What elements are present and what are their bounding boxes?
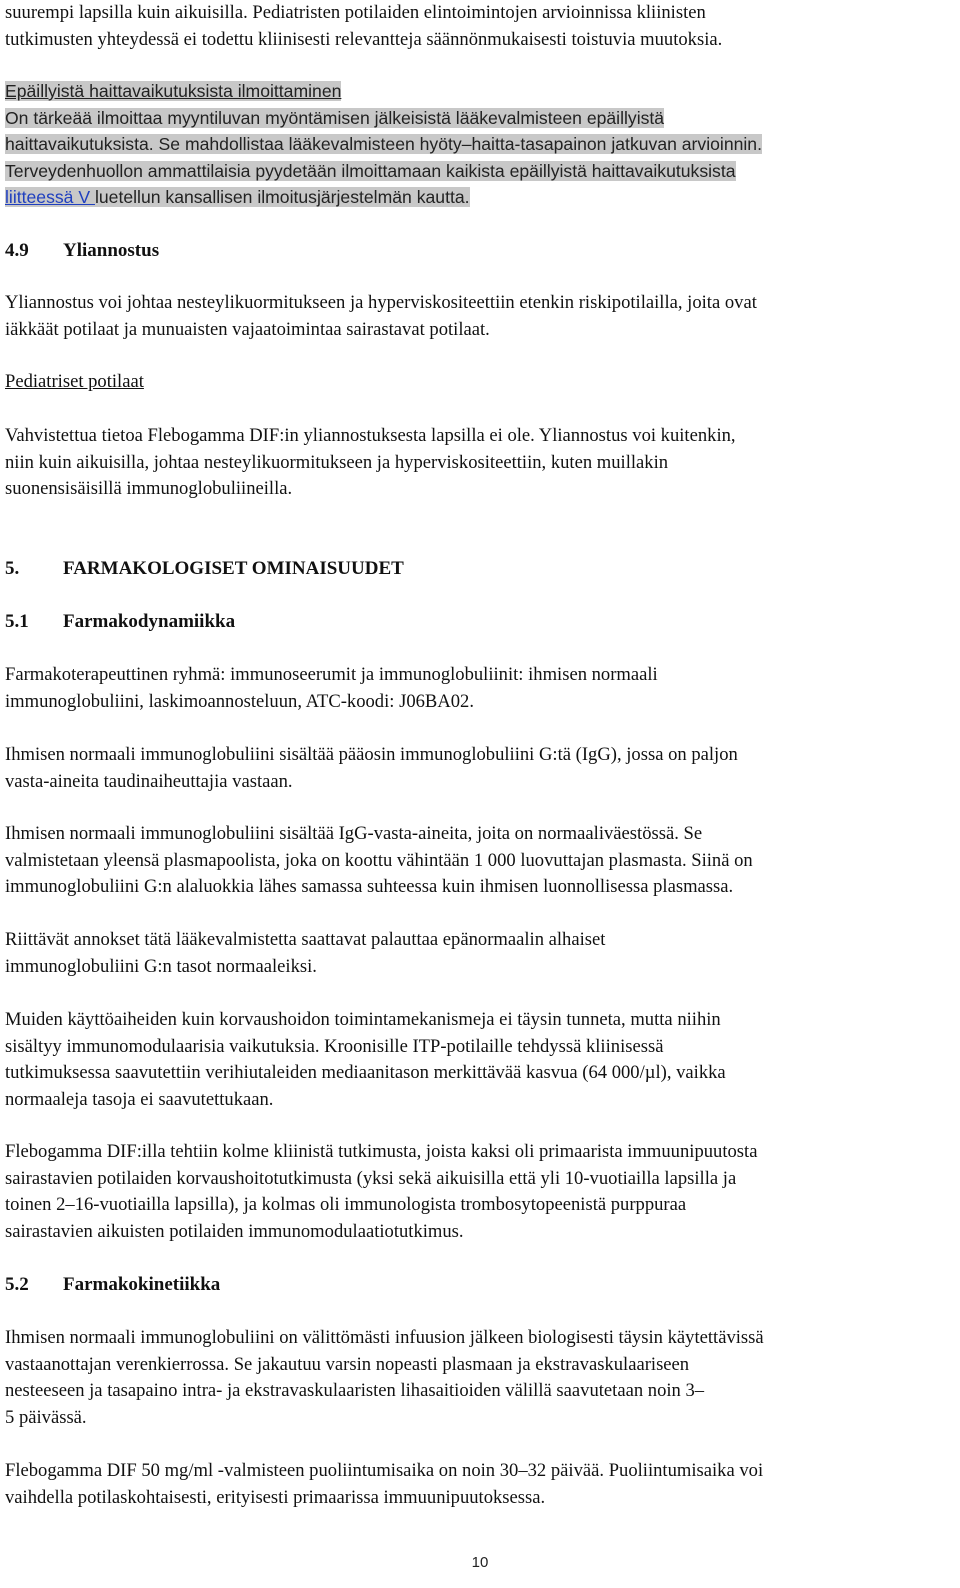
paragraph-line: nesteeseen ja tasapaino intra- ja ekstravaskulaaristen lihasaitioiden välillä saavutetaan noin 3– <box>5 1380 705 1401</box>
paragraph-line: iäkkäät potilaat ja munuaisten vajaatoimintaa sairastavat potilaat. <box>5 318 490 340</box>
paragraph-line: niin kuin aikuisilla, johtaa nesteylikuormitukseen ja hyperviskositeettiin, kuten muillakin <box>5 451 669 473</box>
paragraph-line: immunoglobuliini G:n tasot normaaleiksi. <box>5 955 317 977</box>
paragraph-line: Flebogamma DIF 50 mg/ml -valmisteen puoliintumisaika on noin 30–32 päivää. Puoliintumisaika voi <box>5 1460 764 1481</box>
page-number: 10 <box>471 1554 489 1571</box>
paragraph-line: sisältyy immunomodulaarisia vaikutuksia. Kroonisille ITP-potilaille tehdyssä kliinisessä <box>5 1035 664 1057</box>
pharmacodynamics-para-1 <box>5 662 950 715</box>
paragraph-line: valmistetaan yleensä plasmapoolista, joka on koottu vähintään 1 000 luovuttajan plasmasta. Siinä on <box>5 849 753 871</box>
section-4-9-heading <box>5 238 159 264</box>
paragraph-line: 5 päivässä. <box>5 1406 87 1428</box>
intro-line: tutkimusten yhteydessä ei todettu kliinisesti relevantteja säännönmukaisesti toistuvia muutoksia. <box>5 28 723 50</box>
intro-paragraph <box>5 0 950 53</box>
adr-line-rest: luetellun kansallisen ilmoitusjärjestelmän kautta. <box>94 187 470 207</box>
paragraph-line: vasta-aineita taudinaiheuttajia vastaan. <box>5 770 293 792</box>
paragraph-line: vaihdella potilaskohtaisesti, erityisesti primaarissa immuunipuutoksessa. <box>5 1486 546 1508</box>
adr-line: Terveydenhuollon ammattilaisia pyydetään ilmoittamaan kaikista epäillyistä haittavaikutuksista <box>5 160 736 181</box>
section-title: Farmakokinetiikka <box>63 1274 221 1295</box>
adr-line: On tärkeää ilmoittaa myyntiluvan myöntämisen jälkeisistä lääkevalmisteen epäillyistä <box>5 107 665 128</box>
pharmacodynamics-para-3 <box>5 821 950 901</box>
section-title: FARMAKOLOGISET OMINAISUUDET <box>63 558 404 579</box>
paragraph-line: tutkimuksessa saavutettiin verihiutaleiden mediaanitason merkittävää kasvua (64 000/µl), vaikka <box>5 1062 726 1083</box>
pharmacokinetics-para-1 <box>5 1325 950 1431</box>
paragraph-line: Muiden käyttöaiheiden kuin korvaushoidon toimintamekanismeja ei täysin tunneta, mutta niihin <box>5 1009 721 1030</box>
paragraph-line: sairastavien potilaiden korvaushoitotutkimusta (yksi sekä aikuisilla että yli 10-vuotiailla lapsilla ja <box>5 1167 737 1189</box>
paragraph-line: Ihmisen normaali immunoglobuliini sisältää pääosin immunoglobuliini G:tä (IgG), jossa on paljon <box>5 744 738 765</box>
adr-reporting-title: Epäillyistä haittavaikutuksista ilmoittaminen <box>5 81 342 101</box>
pediatric-subheading: Pediatriset potilaat <box>5 371 144 392</box>
paragraph-line: Farmakoterapeuttinen ryhmä: immunoseerumit ja immunoglobuliinit: ihmisen normaali <box>5 664 658 685</box>
section-number: 5.2 <box>5 1274 29 1295</box>
paragraph-line: normaaleja tasoja ei saavutettukaan. <box>5 1088 274 1110</box>
section-5-heading <box>5 556 404 582</box>
section-number: 5.1 <box>5 611 29 632</box>
pharmacodynamics-para-5 <box>5 1007 950 1113</box>
pediatric-paragraph <box>5 423 950 503</box>
section-title: Yliannostus <box>63 240 160 261</box>
pharmacodynamics-para-2 <box>5 742 950 795</box>
paragraph-line: vastaanottajan verenkierrossa. Se jakautuu varsin nopeasti plasmaan ja ekstravaskulaariseen <box>5 1353 690 1375</box>
paragraph-line: Ihmisen normaali immunoglobuliini on välittömästi infuusion jälkeen biologisesti täysin käytettävissä <box>5 1327 764 1348</box>
adr-reporting-block <box>5 78 950 211</box>
paragraph-line: Flebogamma DIF:illa tehtiin kolme kliinistä tutkimusta, joista kaksi oli primaarista immuunipuutosta <box>5 1141 758 1162</box>
pharmacokinetics-para-2 <box>5 1458 950 1511</box>
adr-line: haittavaikutuksista. Se mahdollistaa lääkevalmisteen hyöty–haitta-tasapainon jatkuvan arvioinnin. <box>5 134 762 154</box>
intro-line: suurempi lapsilla kuin aikuisilla. Pediatristen potilaiden elintoimintojen arvioinnissa kliinisten <box>5 2 706 23</box>
pharmacodynamics-para-6 <box>5 1139 950 1245</box>
section-5-1-heading <box>5 609 235 635</box>
overdose-paragraph <box>5 290 950 343</box>
paragraph-line: Ihmisen normaali immunoglobuliini sisältää IgG-vasta-aineita, joita on normaaliväestössä. Se <box>5 823 703 844</box>
paragraph-line: Riittävät annokset tätä lääkevalmistetta saattavat palauttaa epänormaalin alhaiset <box>5 929 606 950</box>
section-number: 5. <box>5 558 20 579</box>
paragraph-line: toinen 2–16-vuotiailla lapsilla), ja kolmas oli immunologista trombosytopeenistä purppuraa <box>5 1194 687 1215</box>
section-5-2-heading <box>5 1272 220 1298</box>
paragraph-line: Vahvistettua tietoa Flebogamma DIF:in yliannostuksesta lapsilla ei ole. Yliannostus voi kuitenkin, <box>5 425 736 446</box>
pharmacodynamics-para-4 <box>5 927 950 980</box>
paragraph-line: immunoglobuliini, laskimoannosteluun, ATC-koodi: J06BA02. <box>5 690 474 712</box>
paragraph-line: Yliannostus voi johtaa nesteylikuormitukseen ja hyperviskositeettiin etenkin riskipotilailla, joita ovat <box>5 292 757 313</box>
section-title: Farmakodynamiikka <box>63 611 236 632</box>
section-number: 4.9 <box>5 240 29 261</box>
annex-v-link[interactable]: liitteessä V <box>5 187 95 207</box>
paragraph-line: sairastavien aikuisten potilaiden immunomodulaatiotutkimus. <box>5 1220 464 1242</box>
paragraph-line: immunoglobuliini G:n alaluokkia lähes samassa suhteessa kuin ihmisen luonnollisessa plasmassa. <box>5 876 734 897</box>
paragraph-line: suonensisäisillä immunoglobuliineilla. <box>5 478 293 499</box>
